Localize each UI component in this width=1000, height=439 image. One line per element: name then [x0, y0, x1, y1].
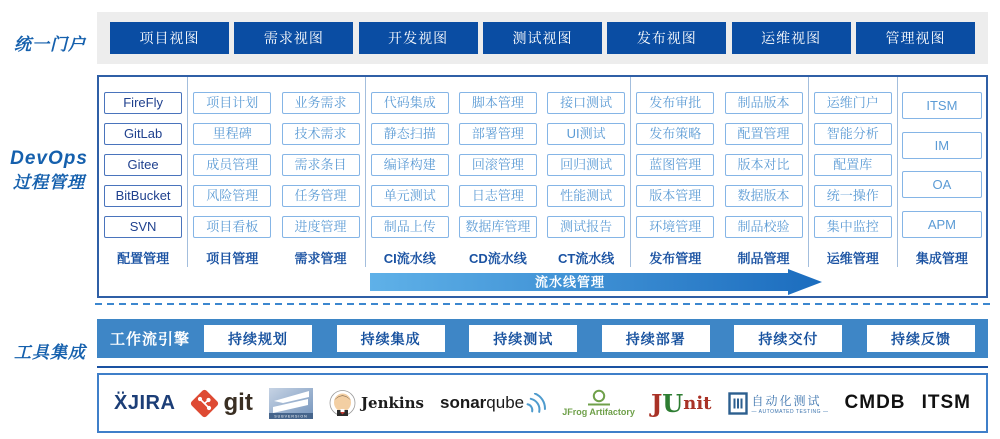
jira-text: JIRA — [127, 391, 176, 414]
column-label: 需求管理 — [294, 251, 347, 266]
stage-buttons — [204, 325, 975, 352]
column-label: 发布管理 — [649, 251, 702, 266]
capability-chip: 编译构建 — [371, 154, 449, 176]
capability-chip: 回滚管理 — [459, 154, 537, 176]
chip-list — [371, 92, 449, 238]
capability-chip: 部署管理 — [459, 123, 537, 145]
dashed-separator — [95, 303, 992, 305]
automated-testing-subtext: — AUTOMATED TESTING — — [751, 408, 829, 415]
qube-text: qube — [486, 393, 525, 412]
capability-chip: 回归测试 — [547, 154, 625, 176]
workflow-engine-bar — [97, 319, 988, 358]
column-label: 项目管理 — [206, 251, 259, 266]
capability-chip: OA — [902, 171, 982, 198]
junit-u: U — [662, 388, 684, 418]
engine-bar-underline — [97, 366, 988, 368]
column-label: 配置管理 — [117, 251, 170, 266]
pipeline-arrow-label: 流水线管理 — [534, 274, 606, 290]
process-group-6 — [897, 77, 986, 267]
view-button-6[interactable]: 运维视图 — [732, 22, 851, 54]
devops-label-en: DevOps — [10, 148, 88, 169]
capability-chip: 接口测试 — [547, 92, 625, 114]
view-button-4[interactable]: 测试视图 — [483, 22, 602, 54]
capability-chip: 数据版本 — [725, 185, 803, 207]
capability-chip: 制品上传 — [371, 216, 449, 238]
automated-testing-icon — [728, 392, 748, 415]
capability-chip: 进度管理 — [282, 216, 360, 238]
process-column-3-2 — [454, 92, 542, 267]
sonarqube-waves-icon — [526, 393, 546, 414]
logo-jfrog-artifactory — [562, 389, 635, 417]
capability-chip: 静态扫描 — [371, 123, 449, 145]
chip-list — [902, 92, 982, 238]
logo-subversion — [269, 388, 313, 419]
capability-chip: 成员管理 — [193, 154, 271, 176]
process-groups — [99, 77, 986, 267]
jira-mark-icon: Ẍ — [114, 391, 128, 414]
capability-chip: APM — [902, 211, 982, 238]
view-button-7[interactable]: 管理视图 — [856, 22, 975, 54]
capability-chip: 制品校验 — [725, 216, 803, 238]
capability-chip: 业务需求 — [282, 92, 360, 114]
chip-list — [282, 92, 360, 238]
portal-view-strip — [97, 12, 988, 64]
chip-list — [725, 92, 803, 238]
process-column-2-2 — [276, 92, 364, 267]
view-button-1[interactable]: 项目视图 — [110, 22, 229, 54]
chip-list — [636, 92, 714, 238]
capability-chip: 环境管理 — [636, 216, 714, 238]
process-column-3-3 — [542, 92, 630, 267]
capability-chip: 性能测试 — [547, 185, 625, 207]
logo-sonarqube — [440, 393, 546, 414]
process-column-4-2 — [719, 92, 807, 267]
process-column-1-1 — [99, 92, 187, 267]
capability-chip: 任务管理 — [282, 185, 360, 207]
jfrog-text: JFrog Artifactory — [562, 407, 635, 417]
capability-chip: 运维门户 — [814, 92, 892, 114]
stage-button-3[interactable]: 持续测试 — [469, 325, 577, 352]
column-label: 运维管理 — [826, 251, 879, 266]
capability-chip: 智能分析 — [814, 123, 892, 145]
capability-chip: 配置库 — [814, 154, 892, 176]
pipeline-management-arrow — [370, 269, 822, 295]
stage-button-1[interactable]: 持续规划 — [204, 325, 312, 352]
capability-chip: 版本对比 — [725, 154, 803, 176]
capability-chip: 需求条目 — [282, 154, 360, 176]
stage-button-2[interactable]: 持续集成 — [337, 325, 445, 352]
capability-chip: 里程碑 — [193, 123, 271, 145]
process-group-2 — [187, 77, 364, 267]
logo-automated-testing — [728, 392, 829, 415]
column-label: CT流水线 — [557, 251, 615, 266]
section-label-unified-portal: 统一门户 — [14, 35, 86, 54]
process-group-3 — [365, 77, 631, 267]
section-label-devops-process — [2, 147, 96, 194]
git-icon — [190, 388, 220, 418]
svg-text:SUBVERSION: SUBVERSION — [274, 414, 308, 418]
stage-button-5[interactable]: 持续交付 — [734, 325, 842, 352]
jira-wordmark — [114, 392, 175, 415]
column-label: CD流水线 — [469, 251, 527, 266]
chip-list — [459, 92, 537, 238]
capability-chip: Gitee — [104, 154, 182, 176]
capability-chip: 单元测试 — [371, 185, 449, 207]
capability-chip: ITSM — [902, 92, 982, 119]
logo-cmdb — [845, 392, 906, 414]
stage-button-4[interactable]: 持续部署 — [602, 325, 710, 352]
section-label-tool-integration: 工具集成 — [14, 343, 86, 362]
itsm-text: ITSM — [921, 392, 971, 413]
capability-chip: UI测试 — [547, 123, 625, 145]
capability-chip: 发布策略 — [636, 123, 714, 145]
automated-testing-text: 自动化测试 — [751, 393, 822, 408]
capability-chip: 数据库管理 — [459, 216, 537, 238]
capability-chip: 日志管理 — [459, 185, 537, 207]
view-button-3[interactable]: 开发视图 — [359, 22, 478, 54]
capability-chip: 脚本管理 — [459, 92, 537, 114]
chip-list — [547, 92, 625, 238]
capability-chip: IM — [902, 132, 982, 159]
view-button-2[interactable]: 需求视图 — [234, 22, 353, 54]
column-label: 制品管理 — [737, 251, 790, 266]
process-column-3-1 — [366, 92, 454, 267]
jenkins-text: Jenkins — [360, 394, 424, 412]
process-group-4 — [630, 77, 807, 267]
logo-junit — [651, 389, 712, 418]
column-label: 集成管理 — [915, 251, 968, 266]
capability-chip: 技术需求 — [282, 123, 360, 145]
capability-chip: 项目计划 — [193, 92, 271, 114]
capability-chip: 统一操作 — [814, 185, 892, 207]
column-label: CI流水线 — [383, 251, 436, 266]
capability-chip: 风险管理 — [193, 185, 271, 207]
stage-button-6[interactable]: 持续反馈 — [867, 325, 975, 352]
capability-chip: 制品版本 — [725, 92, 803, 114]
devops-label-cn: 过程管理 — [13, 172, 85, 192]
chip-list — [814, 92, 892, 238]
subversion-icon — [269, 388, 313, 419]
jenkins-butler-icon — [329, 389, 356, 417]
capability-chip: BitBucket — [104, 185, 182, 207]
junit-nit: nit — [683, 392, 712, 414]
devops-process-box — [97, 75, 988, 298]
capability-chip: 集中监控 — [814, 216, 892, 238]
cmdb-text: CMDB — [844, 392, 906, 413]
process-column-4-1 — [631, 92, 719, 267]
capability-chip: 配置管理 — [725, 123, 803, 145]
tool-logo-box — [97, 373, 988, 433]
process-group-1 — [99, 77, 187, 267]
workflow-engine-label: 工作流引擎 — [110, 331, 191, 348]
capability-chip: SVN — [104, 216, 182, 238]
process-group-5 — [808, 77, 897, 267]
capability-chip: GitLab — [104, 123, 182, 145]
process-column-2-1 — [188, 92, 276, 267]
git-text: git — [223, 389, 253, 416]
chip-list — [104, 92, 182, 238]
view-button-5[interactable]: 发布视图 — [607, 22, 726, 54]
process-column-6-1 — [898, 92, 986, 267]
capability-chip: 项目看板 — [193, 216, 271, 238]
logo-jenkins — [329, 389, 424, 417]
process-column-5-1 — [809, 92, 897, 267]
logo-itsm — [922, 392, 971, 414]
logo-git — [191, 389, 252, 417]
logo-jira — [114, 392, 175, 415]
capability-chip: 测试报告 — [547, 216, 625, 238]
capability-chip: FireFly — [104, 92, 182, 114]
jfrog-icon — [584, 389, 614, 406]
sonar-text: sonar — [440, 393, 487, 412]
chip-list — [193, 92, 271, 238]
capability-chip: 发布审批 — [636, 92, 714, 114]
junit-j: J — [650, 388, 663, 418]
capability-chip: 版本管理 — [636, 185, 714, 207]
capability-chip: 蓝图管理 — [636, 154, 714, 176]
capability-chip: 代码集成 — [371, 92, 449, 114]
